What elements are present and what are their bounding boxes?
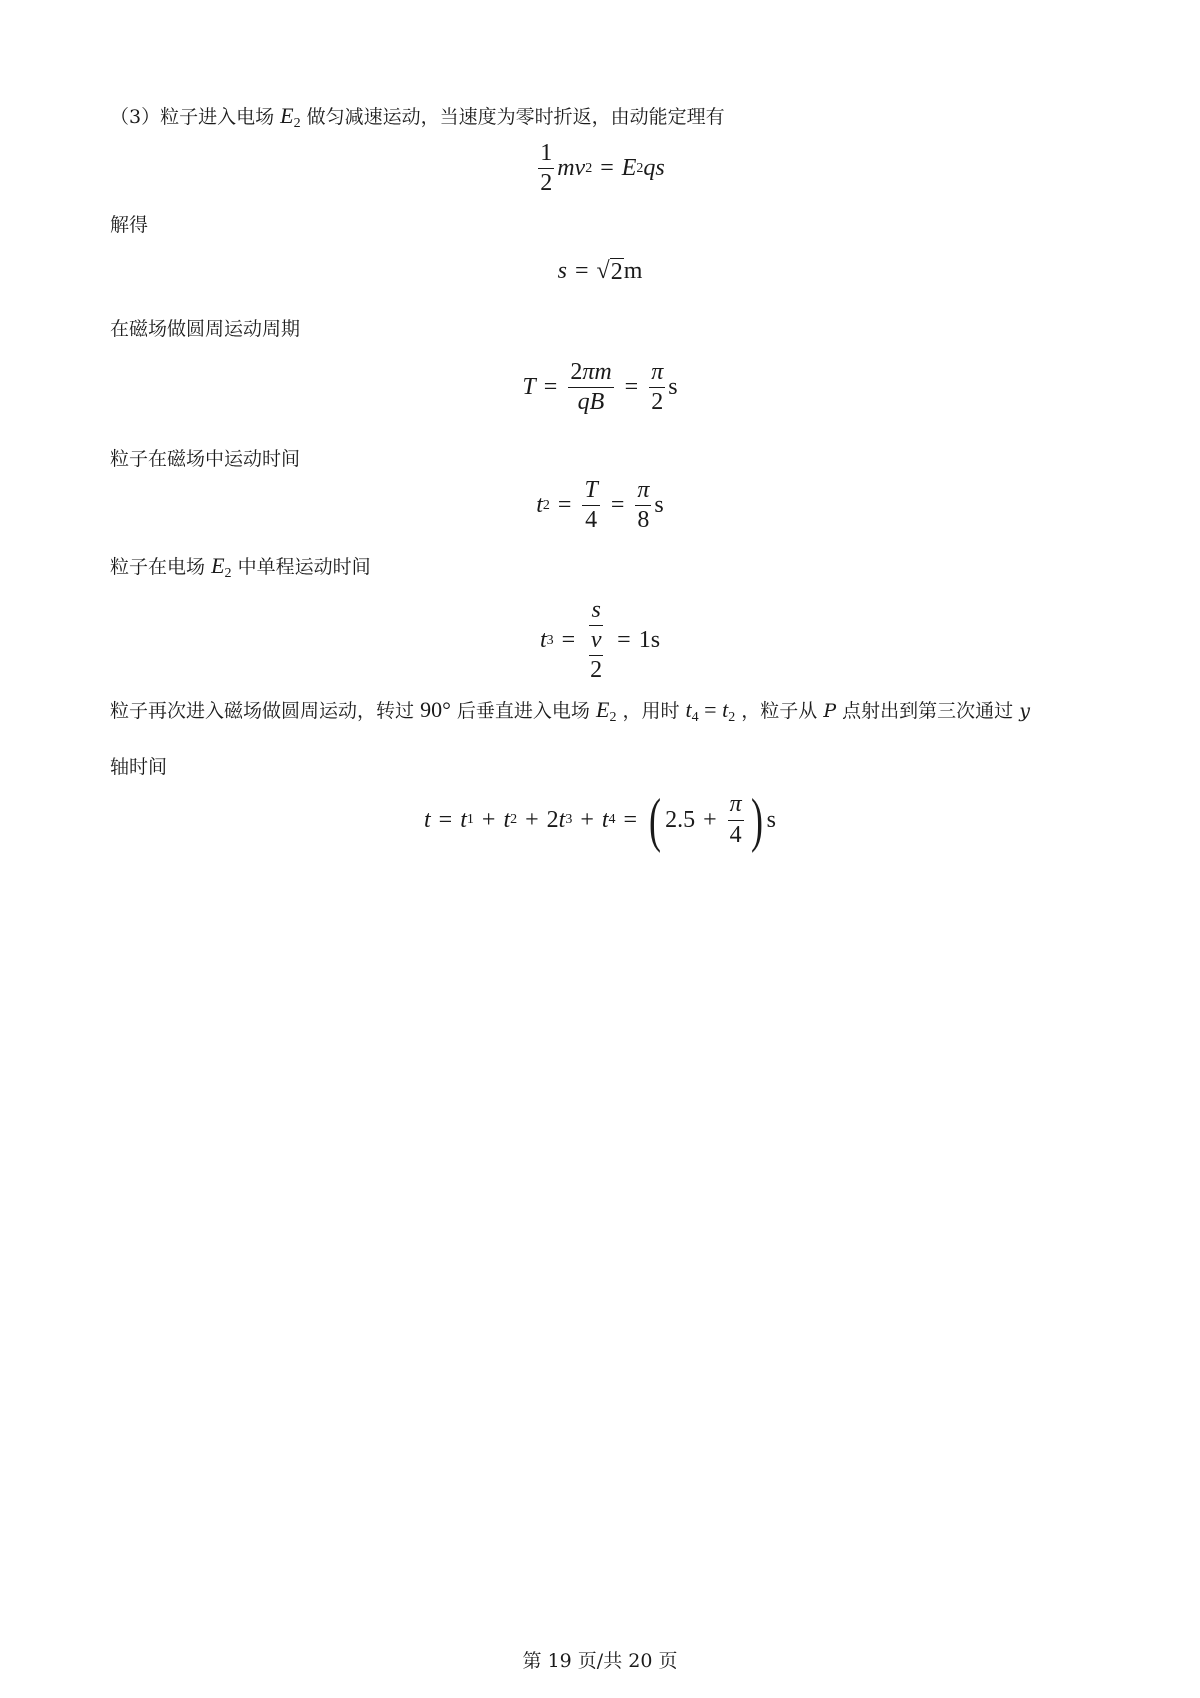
paragraph-solve — [110, 210, 148, 237]
text: 中单程运动时间 — [237, 556, 371, 578]
point-P: P — [823, 700, 837, 722]
text: ，粒子从 — [741, 700, 818, 722]
text: 轴时间 — [110, 756, 168, 778]
equation-distance: s = √ 2 m — [557, 258, 643, 285]
equation-period: T = $\frac{2\pi m}{qB}$ = $\frac{\pi}{2}$ s — [522, 359, 678, 416]
text: 粒子再次进入磁场做圆周运动，转过 — [110, 700, 415, 722]
page-footer: 第 19 页/共 20 页 — [522, 1650, 678, 1672]
equation-t3: t 3 = $\frac{s}{\frac{v}{2}}$ = 1s — [539, 597, 661, 684]
symbol-t4-eq-t2: $t_4 = t_2$ — [685, 697, 736, 725]
equation-kinetic-energy: $\frac{1}{2}$ mv 2 = E 2 qs — [540, 140, 665, 197]
text: 粒子在磁场中运动时间 — [110, 448, 301, 470]
symbol-E2: $E_2$ — [211, 553, 232, 581]
equation-t2: t 2 = $\frac{T}{4}$ = $\frac{\pi}{8}$ s — [536, 477, 664, 534]
symbol-E2: $E_2$ — [280, 103, 301, 131]
text: 解得 — [110, 214, 149, 236]
text: （3）粒子进入电场 — [110, 106, 275, 128]
equation-total-time: t = t 1 + t 2 + 2 t 3 + t 4 = ( 2.5 + $\frac{\pi}{4}$ ) s — [424, 787, 776, 853]
text: 后垂直进入电场 — [456, 700, 590, 722]
angle-value: 90° — [420, 697, 451, 722]
text: ，用时 — [622, 700, 680, 722]
axis-y: y — [1019, 700, 1030, 722]
paragraph-time-electric — [110, 552, 371, 582]
text: 粒子在电场 — [110, 556, 206, 578]
paragraph-energy-theorem — [110, 102, 725, 132]
paragraph-second-entry — [110, 696, 1030, 726]
paragraph-time-magnetic — [110, 444, 300, 471]
text: 点射出到第三次通过 — [842, 700, 1014, 722]
text: 在磁场做圆周运动周期 — [110, 318, 301, 340]
text: 做匀减速运动，当速度为零时折返，由动能定理有 — [306, 106, 725, 128]
paragraph-period — [110, 314, 300, 341]
paragraph-axis-time — [110, 752, 167, 779]
symbol-E2: $E_2$ — [595, 697, 617, 725]
